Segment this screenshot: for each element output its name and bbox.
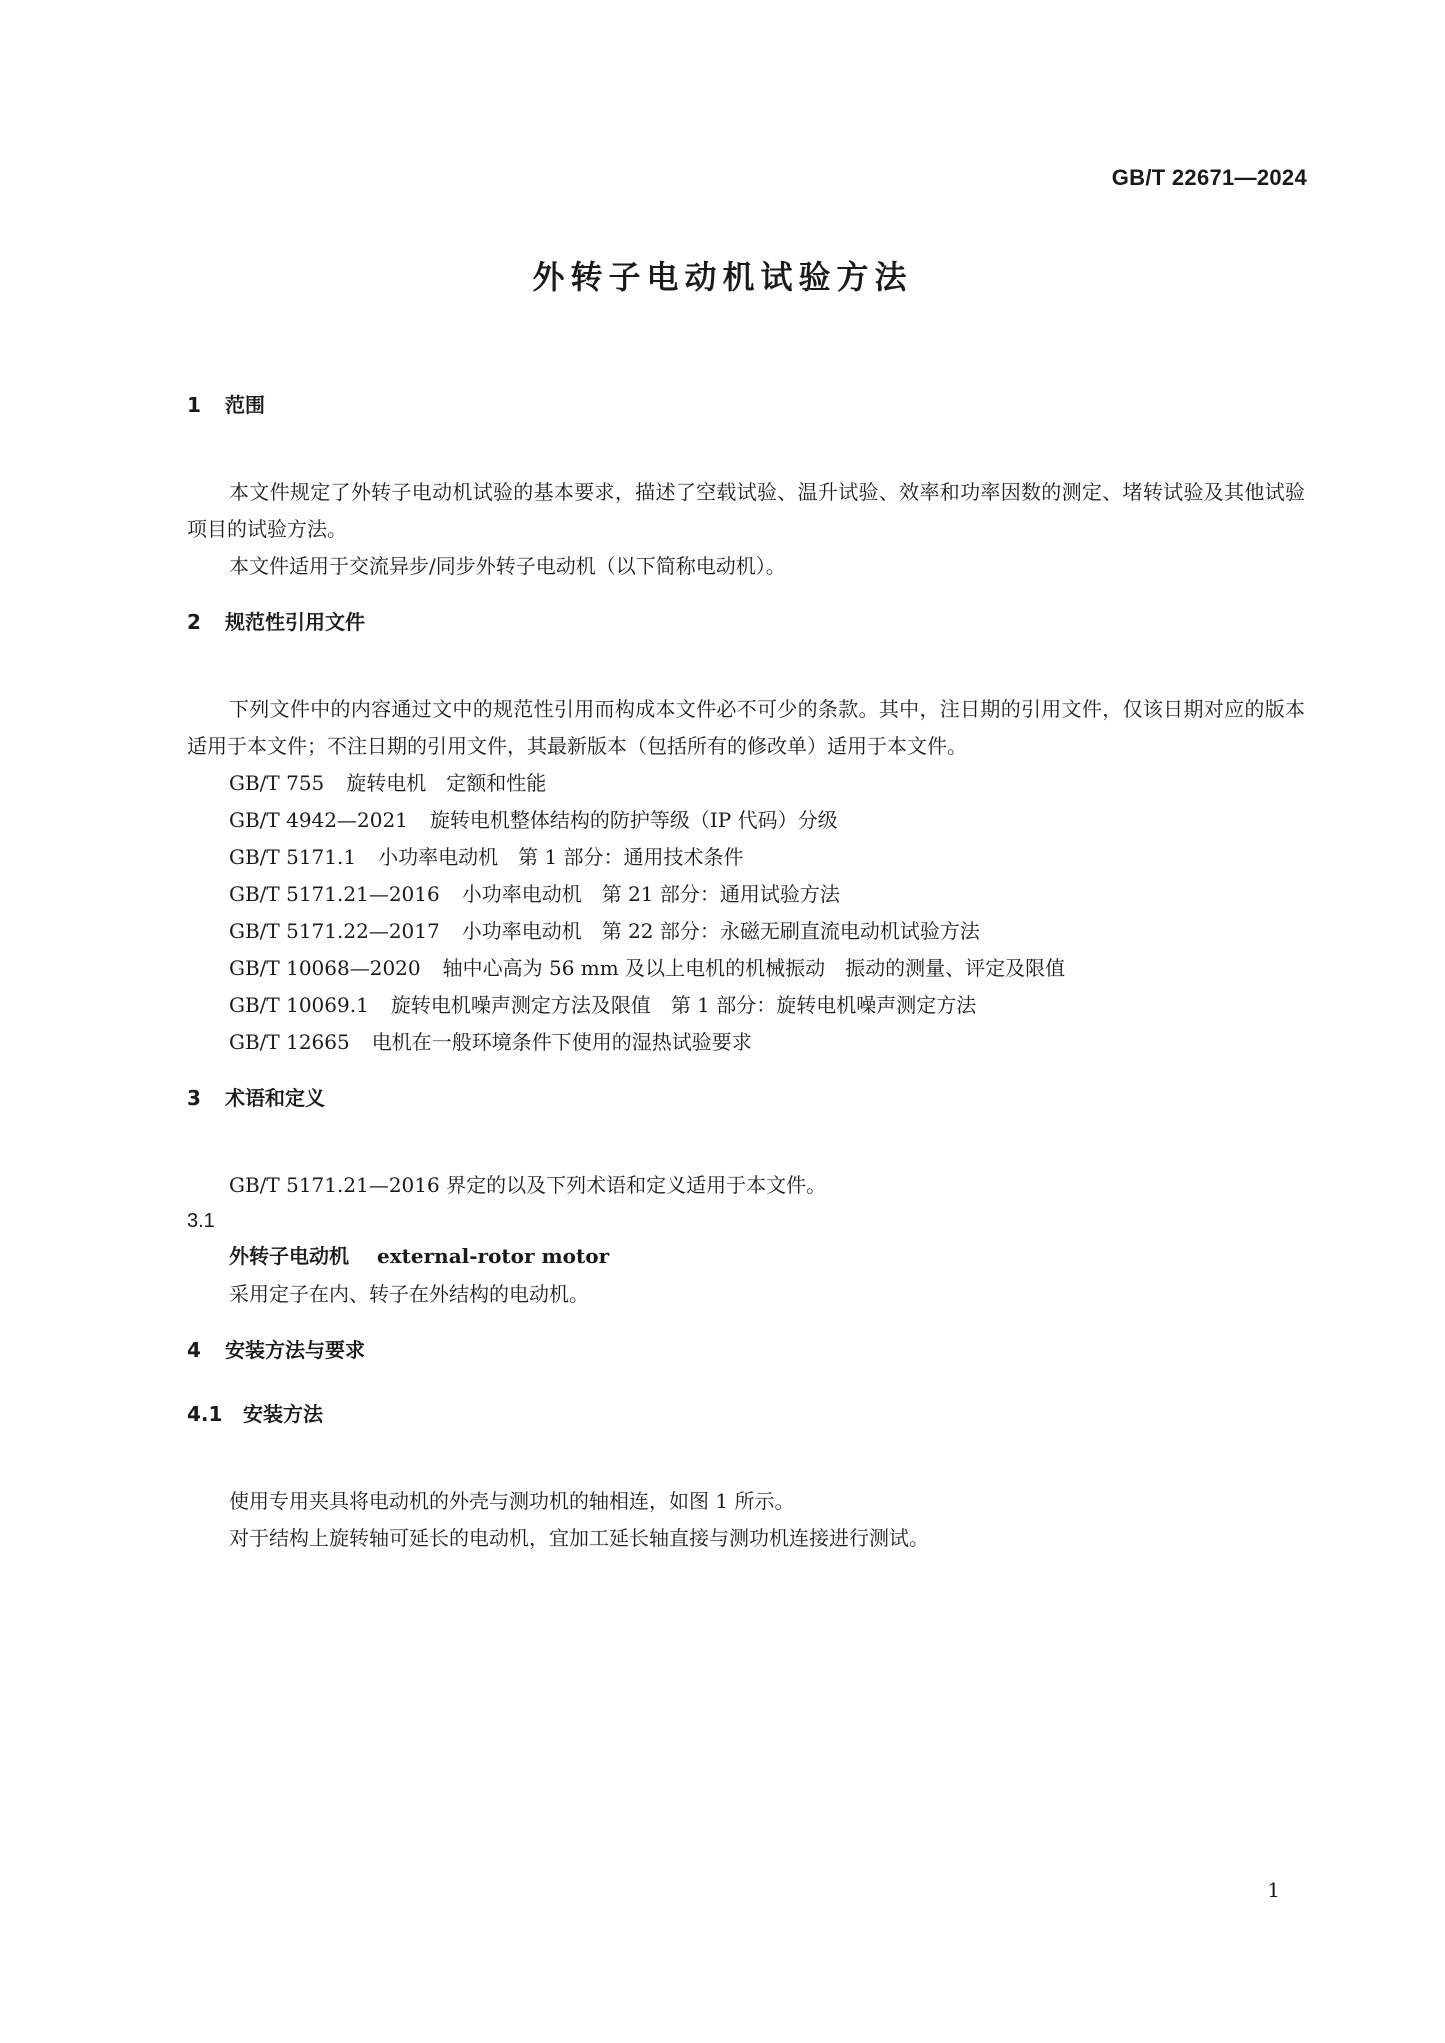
reference-title: 旋转电机 定额和性能 [346, 771, 547, 795]
reference-code: GB/T 5171.21—2016 [229, 882, 440, 906]
reference-title: 轴中心高为 56 mm 及以上电机的机械振动 振动的测量、评定及限值 [442, 956, 1066, 980]
reference-item [187, 987, 1305, 1024]
section-3-heading [187, 1081, 1305, 1115]
section-1-heading [187, 388, 1305, 422]
document-body [187, 388, 1305, 1557]
reference-code: GB/T 12665 [229, 1030, 350, 1054]
reference-item [187, 1024, 1305, 1061]
paragraph: 本文件规定了外转子电动机试验的基本要求，描述了空载试验、温升试验、效率和功率因数的测定、堵转试验及其他试验项目的试验方法。 [187, 480, 1305, 541]
section-number: 1 [187, 393, 201, 417]
reference-code: GB/T 755 [229, 771, 325, 795]
section-title: 规范性引用文件 [225, 610, 365, 634]
section-2-heading [187, 605, 1305, 639]
reference-title: 小功率电动机 第 22 部分：永磁无刷直流电动机试验方法 [461, 919, 980, 943]
paragraph: 下列文件中的内容通过文中的规范性引用而构成本文件必不可少的条款。其中，注日期的引用文件，仅该日期对应的版本适用于本文件；不注日期的引用文件，其最新版本（包括所有的修改单）适用于本文件。 [187, 697, 1305, 758]
term-en: external-rotor motor [377, 1244, 610, 1268]
section-number: 3 [187, 1086, 201, 1110]
subsection-4-1-heading [187, 1397, 1305, 1431]
reference-title: 电机在一般环境条件下使用的湿热试验要求 [371, 1030, 752, 1054]
standard-id: GB/T 22671—2024 [1111, 165, 1307, 190]
document-title: 外转子电动机试验方法 [532, 258, 913, 296]
term-heading [187, 1238, 1305, 1276]
reference-title: 小功率电动机 第 21 部分：通用试验方法 [461, 882, 840, 906]
reference-item [187, 950, 1305, 987]
section-number: 4 [187, 1338, 201, 1362]
reference-item [187, 876, 1305, 913]
term-zh: 外转子电动机 [229, 1244, 349, 1268]
section-title: 术语和定义 [225, 1086, 325, 1110]
paragraph: GB/T 5171.21—2016 界定的以及下列术语和定义适用于本文件。 [229, 1173, 827, 1197]
term-definition: 采用定子在内、转子在外结构的电动机。 [229, 1282, 589, 1306]
paragraph: 使用专用夹具将电动机的外壳与测功机的轴相连，如图 1 所示。 [229, 1489, 795, 1513]
reference-item [187, 839, 1305, 876]
paragraph: 对于结构上旋转轴可延长的电动机，宜加工延长轴直接与测功机连接进行测试。 [229, 1526, 929, 1550]
paragraph: 本文件适用于交流异步/同步外转子电动机（以下简称电动机）。 [229, 554, 786, 578]
section-4-heading [187, 1333, 1305, 1367]
term-number: 3.1 [187, 1210, 215, 1232]
section-number: 2 [187, 610, 201, 634]
reference-code: GB/T 4942—2021 [229, 808, 408, 832]
reference-item [187, 913, 1305, 950]
section-title: 安装方法与要求 [225, 1338, 365, 1362]
reference-code: GB/T 10069.1 [229, 993, 369, 1017]
reference-title: 旋转电机整体结构的防护等级（IP 代码）分级 [429, 808, 838, 832]
section-title: 范围 [225, 393, 265, 417]
reference-code: GB/T 10068—2020 [229, 956, 421, 980]
reference-code: GB/T 5171.1 [229, 845, 357, 869]
subsection-title: 安装方法 [243, 1402, 323, 1426]
reference-item [187, 802, 1305, 839]
reference-item [187, 765, 1305, 802]
subsection-number: 4.1 [187, 1402, 223, 1426]
reference-title: 小功率电动机 第 1 部分：通用技术条件 [378, 845, 744, 869]
page-number: 1 [1267, 1878, 1280, 1902]
reference-title: 旋转电机噪声测定方法及限值 第 1 部分：旋转电机噪声测定方法 [390, 993, 977, 1017]
reference-code: GB/T 5171.22—2017 [229, 919, 440, 943]
